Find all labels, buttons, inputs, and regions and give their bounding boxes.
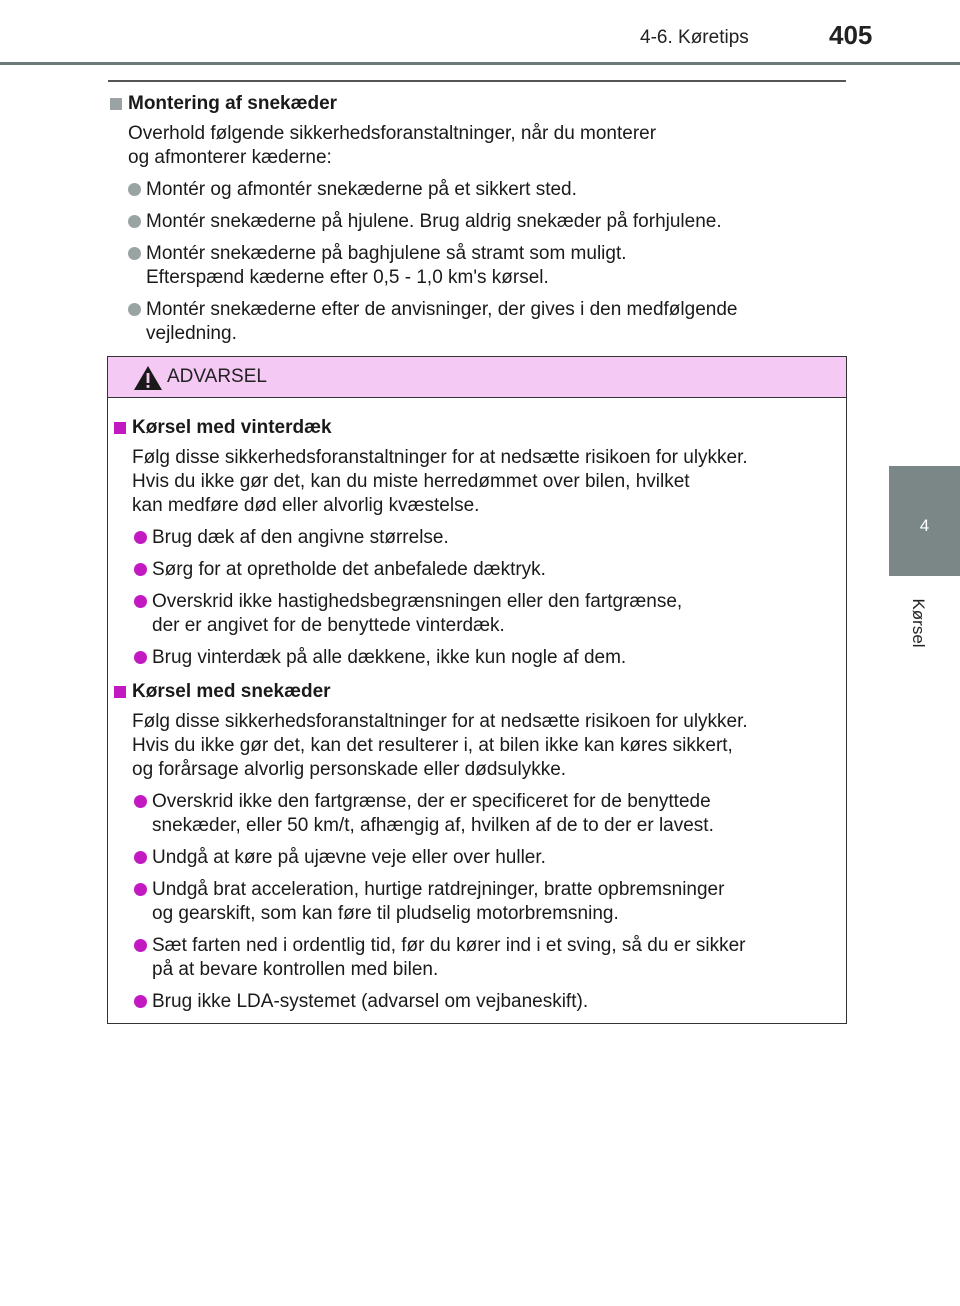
chapter-label-text: Kørsel [909,598,928,648]
list-item [114,558,826,582]
text-line: Sæt farten ned i ordentlig tid, før du kører ind i et sving, så du er sikker [152,935,746,956]
text-line: Montér snekæderne på hjulene. Brug aldrig snekæder på forhjulene. [146,211,722,232]
content-divider [108,80,846,82]
text-line: Montér og afmontér snekæderne på et sikkert sted. [146,179,577,200]
text-line: på at bevare kontrollen med bilen. [152,959,439,980]
chapter-number: 4 [919,516,930,535]
text-line: Følg disse sikkerhedsforanstaltninger for at nedsætte risikoen for ulykker. [132,711,748,732]
bullet-dot-icon [134,883,147,896]
text-line: og afmonterer kæderne: [128,147,332,168]
warning-body [108,398,846,1014]
warning-header [108,357,846,398]
bullet-dot-icon [134,531,147,544]
chapter-tab[interactable] [889,466,960,576]
warning-section-heading-text: Kørsel med vinterdæk [132,417,332,438]
bullet-dot-icon [134,563,147,576]
list-item [110,210,840,234]
text-line: Brug dæk af den angivne størrelse. [152,527,449,548]
list-item [110,298,840,346]
bullet-dot-icon [134,651,147,664]
text-line: Brug vinterdæk på alle dækkene, ikke kun nogle af dem. [152,647,627,668]
text-line: Overskrid ikke hastighedsbegrænsningen eller den fartgrænse, [152,591,683,612]
intro-section [110,92,840,346]
text-line: vejledning. [146,323,237,344]
bullet-dot-icon [134,851,147,864]
list-item [114,646,826,670]
list-item [110,178,840,202]
text-line: Undgå at køre på ujævne veje eller over huller. [152,847,546,868]
bullet-dot-icon [128,303,141,316]
warning-box [107,356,847,1024]
bullet-dot-icon [134,939,147,952]
text-line: og gearskift, som kan føre til pludselig motorbremsning. [152,903,619,924]
text-line: Følg disse sikkerhedsforanstaltninger for at nedsætte risikoen for ulykker. [132,447,748,468]
bullet-dot-icon [128,215,141,228]
warning-paragraph [132,710,826,782]
warning-triangle-icon [133,365,163,391]
text-line: kan medføre død eller alvorlig kvæstelse. [132,495,480,516]
warning-section-heading-text: Kørsel med snekæder [132,681,331,702]
chapter-label [903,583,933,663]
intro-heading [110,92,840,116]
text-line: Montér snekæderne på baghjulene så stramt som muligt. [146,243,627,264]
page-number: 405 [829,20,873,50]
list-item [114,526,826,550]
list-item [114,990,826,1014]
square-bullet-icon [114,422,126,434]
text-line: der er angivet for de benyttede vinterdæk. [152,615,505,636]
warning-section [114,416,826,670]
list-item [114,878,826,926]
text-line: snekæder, eller 50 km/t, afhængig af, hvilken af de to der er lavest. [152,815,714,836]
list-item [114,590,826,638]
warning-title: ADVARSEL [167,366,267,387]
text-line: Efterspænd kæderne efter 0,5 - 1,0 km's kørsel. [146,267,549,288]
text-line: Sørg for at opretholde det anbefalede dæktryk. [152,559,546,580]
warning-paragraph [132,446,826,518]
intro-paragraph [128,122,840,170]
text-line: Brug ikke LDA-systemet (advarsel om vejbaneskift). [152,991,589,1012]
warning-section-heading [114,680,826,704]
text-line: Overhold følgende sikkerhedsforanstaltninger, når du monterer [128,123,657,144]
text-line: Hvis du ikke gør det, kan du miste herredømmet over bilen, hvilket [132,471,690,492]
text-line: Undgå brat acceleration, hurtige ratdrejninger, bratte opbremsninger [152,879,725,900]
list-item [110,242,840,290]
bullet-dot-icon [128,247,141,260]
square-bullet-icon [110,98,122,110]
intro-heading-text: Montering af snekæder [128,93,338,114]
text-line: Montér snekæderne efter de anvisninger, der gives i den medfølgende [146,299,738,320]
bullet-dot-icon [134,795,147,808]
header-divider [0,62,960,65]
list-item [114,934,826,982]
warning-section-heading [114,416,826,440]
square-bullet-icon [114,686,126,698]
bullet-dot-icon [134,595,147,608]
section-title: 4-6. Køretips [640,27,749,48]
warning-section [114,680,826,1014]
text-line: Overskrid ikke den fartgrænse, der er specificeret for de benyttede [152,791,711,812]
text-line: Hvis du ikke gør det, kan det resulterer i, at bilen ikke kan køres sikkert, [132,735,733,756]
text-line: og forårsage alvorlig personskade eller dødsulykke. [132,759,567,780]
bullet-dot-icon [134,995,147,1008]
list-item [114,846,826,870]
list-item [114,790,826,838]
bullet-dot-icon [128,183,141,196]
